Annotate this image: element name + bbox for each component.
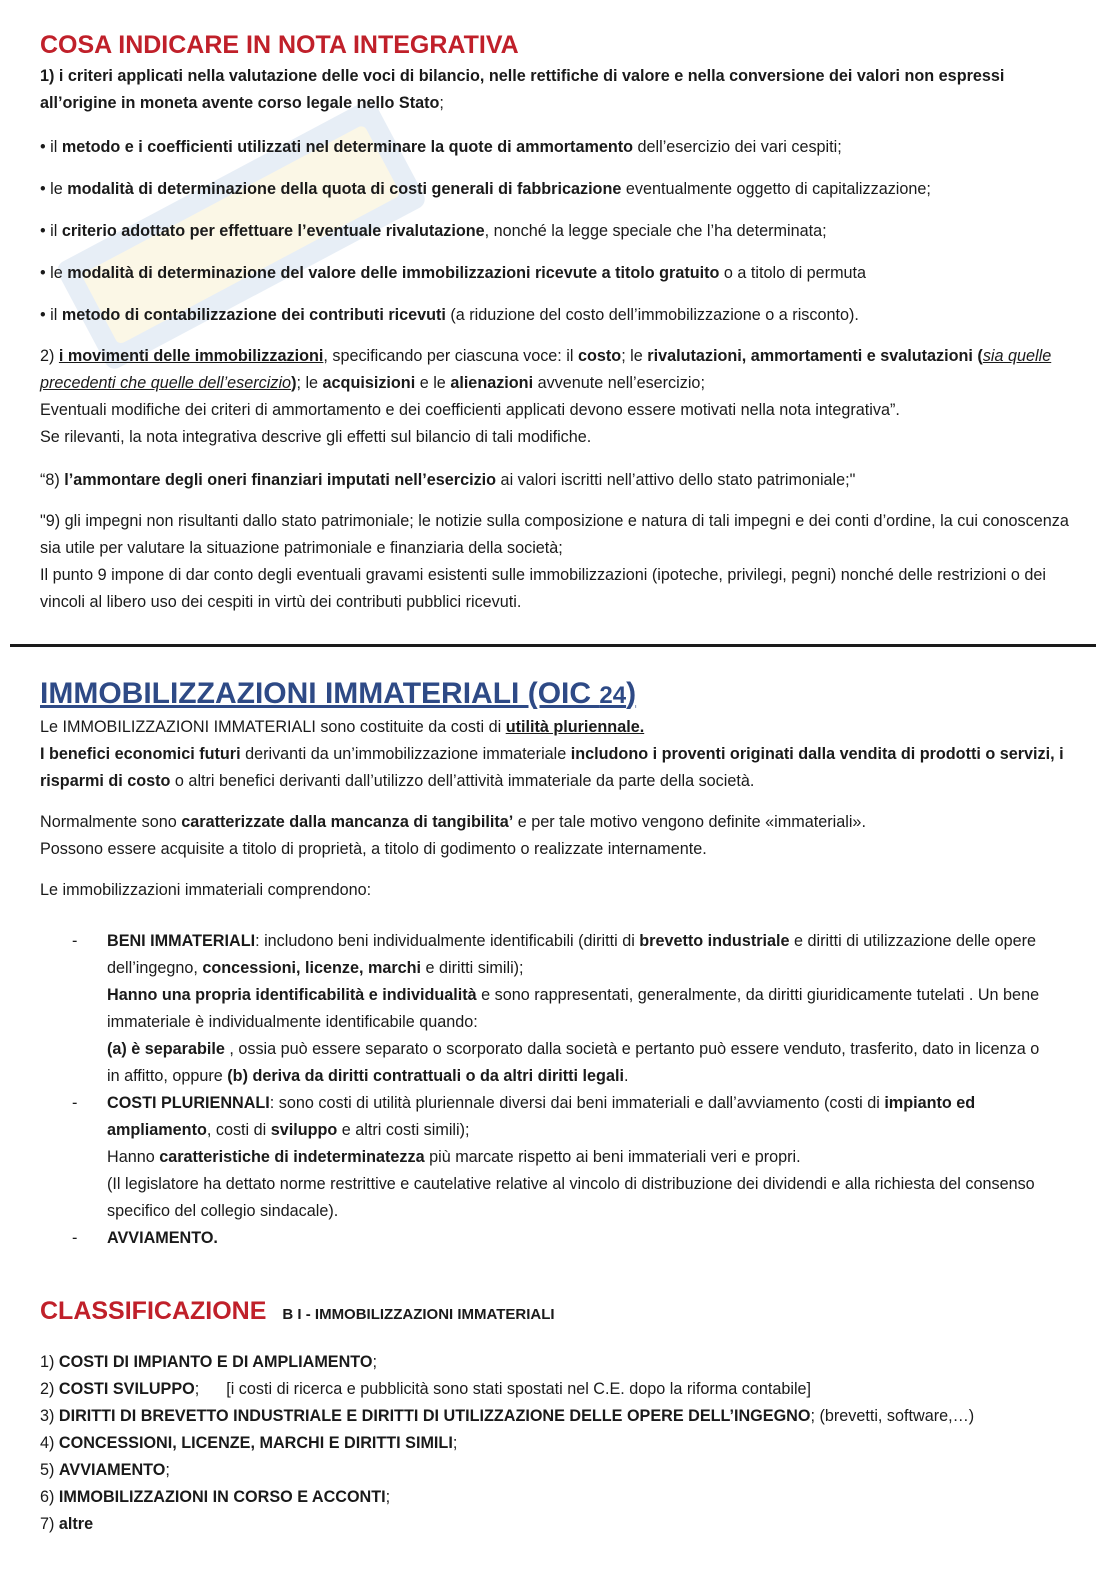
- bullet-item: • il metodo di contabilizzazione dei contributi ricevuti (a riduzione del costo dell’immobilizzazione o a risconto).: [40, 306, 859, 324]
- classification-item: 7) altre: [40, 1515, 94, 1533]
- benefits-paragraph: I benefici economici futuri derivanti da un’immobilizzazione immateriale includono i proventi originati dalla vendita di prodotti o servizi, i risparmi di costo o altri benefici derivanti dall’utilizzo dell’attività immateriale da parte della società.: [40, 745, 1064, 790]
- bullet-item: • le modalità di determinazione della quota di costi generali di fabbricazione eventualmente oggetto di capitalizzazione;: [40, 180, 931, 198]
- section-classificazione: [40, 1298, 1080, 1328]
- list-item-costi-pluriennali: - COSTI PLURIENNALI: sono costi di utilità pluriennale diversi dai beni immateriali e dall’avviamento (costi di impianto ed ampliamento, costi di sviluppo e altri costi simili); Hanno caratteristiche di indeterminatezza più marcate rispetto ai beni immateriali veri e propri. (Il legislatore ha dettato norme restrittive e cautelative relative al vincolo di distribuzione dei dividendi e alla richiesta del consenso specifico del collegio sindacale).: [72, 1094, 1035, 1220]
- commitments-paragraph: "9) gli impegni non risultanti dallo stato patrimoniale; le notizie sulla composizione e natura di tali impegni e dei conti d’ordine, la cui conoscenza sia utile per valutare la situazione patrimoniale e finanziaria della società; Il punto 9 impone di dar conto degli eventuali gravami esistenti sulle immobilizzazioni (ipoteche, privilegi, pegni) nonché delle restrizioni o dei vincoli al libero uso dei cespiti in virtù dei contributi pubblici ricevuti.: [40, 512, 1069, 611]
- tangibility-paragraph: Normalmente sono caratterizzate dalla mancanza di tangibilita’ e per tale motivo vengono definite «immateriali».: [40, 813, 866, 831]
- financial-charges-paragraph: “8) l’ammontare degli oneri finanziari imputati nell’esercizio ai valori iscritti nell’attivo dello stato patrimoniale;": [40, 471, 856, 489]
- list-item-beni-immateriali: - BENI IMMATERIALI: includono beni individualmente identificabili (diritti di brevetto industriale e diritti di utilizzazione delle opere dell’ingegno, concessioni, licenze, marchi e diritti simili); Hanno una propria identificabilità e individualità e sono rappresentati, generalmente, da diritti giuridicamente tutelati . Un bene immateriale è individualmente identificabile quando: (a) è separabile , ossia può essere separato o scorporato dalla società e pertanto può essere venduto, trasferito, dato in licenza o in affitto, oppure (b) deriva da diritti contrattuali o da altri diritti legali.: [72, 932, 1040, 1085]
- criteria-bullet-list: [40, 134, 1080, 329]
- classification-list: [40, 1349, 1080, 1538]
- section-title-classificazione: CLASSIFICAZIONE: [40, 1297, 267, 1325]
- movements-paragraph: 2) i movimenti delle immobilizzazioni, specificando per ciascuna voce: il costo; le rivalutazioni, ammortamenti e svalutazioni (sia quelle precedenti che quelle dell’esercizio); le acquisizioni e le alienazioni avvenute nell’esercizio; Eventuali modifiche dei criteri di ammortamento e dei coefficienti applicati devono essere motivati nella nota integrativa”. Se rilevanti, la nota integrativa descrive gli effetti sul bilancio di tali modifiche.: [40, 347, 1052, 446]
- criteria-paragraph: 1) i criteri applicati nella valutazione delle voci di bilancio, nelle rettifiche di valore e nella conversione dei valori non espressi all’origine in moneta avente corso legale nello Stato;: [40, 67, 1005, 112]
- section-title-nota-integrativa: COSA INDICARE IN NOTA INTEGRATIVA: [40, 31, 519, 59]
- classification-subtitle: B I - IMMOBILIZZAZIONI IMMATERIALI: [282, 1306, 555, 1323]
- section-title-immobilizzazioni: IMMOBILIZZAZIONI IMMATERIALI (OIC 24): [40, 677, 637, 710]
- classification-item: 6) IMMOBILIZZAZIONI IN CORSO E ACCONTI;: [40, 1488, 391, 1506]
- classification-item: 5) AVVIAMENTO;: [40, 1461, 170, 1479]
- intangible-types-list: [40, 928, 1040, 1252]
- section-divider: [10, 644, 1096, 647]
- intro-paragraph: Le IMMOBILIZZAZIONI IMMATERIALI sono costituite da costi di utilità pluriennale.: [40, 718, 645, 736]
- bullet-item: • le modalità di determinazione del valore delle immobilizzazioni ricevute a titolo gratuito o a titolo di permuta: [40, 264, 867, 282]
- classification-item: 2) COSTI SVILUPPO; [i costi di ricerca e pubblicità sono stati spostati nel C.E. dopo la riforma contabile]: [40, 1380, 812, 1398]
- includes-paragraph: Le immobilizzazioni immateriali comprendono:: [40, 881, 372, 899]
- list-item-avviamento: - AVVIAMENTO.: [72, 1229, 218, 1247]
- classification-item: 3) DIRITTI DI BREVETTO INDUSTRIALE E DIRITTI DI UTILIZZAZIONE DELLE OPERE DELL’INGEGNO; (brevetti, software,…): [40, 1407, 975, 1425]
- section-immobilizzazioni-immateriali: IMMOBILIZZAZIONI IMMATERIALI (OIC 24) Le IMMOBILIZZAZIONI IMMATERIALI sono costituite da costi di utilità pluriennale. I benefici economici futuri derivanti da un’immobilizzazione immateriale includono i proventi originati dalla vendita di prodotti o servizi, i risparmi di costo o altri benefici derivanti dall’utilizzo dell’attività immateriale da parte della società. Normalmente sono caratterizzate dalla mancanza di tangibilita’ e per tale motivo vengono definite «immateriali». Possono essere acquisite a titolo di proprietà, a titolo di godimento o realizzate internamente. Le immobilizzazioni immateriali comprendono:: [40, 676, 1080, 904]
- bullet-item: • il metodo e i coefficienti utilizzati nel determinare la quote di ammortamento dell’esercizio dei vari cespiti;: [40, 138, 842, 156]
- section-nota-integrativa: [40, 30, 1080, 117]
- classification-item: 4) CONCESSIONI, LICENZE, MARCHI E DIRITTI SIMILI;: [40, 1434, 458, 1452]
- bullet-item: • il criterio adottato per effettuare l’eventuale rivalutazione, nonché la legge speciale che l’ha determinata;: [40, 222, 827, 240]
- classification-item: 1) COSTI DI IMPIANTO E DI AMPLIAMENTO;: [40, 1353, 377, 1371]
